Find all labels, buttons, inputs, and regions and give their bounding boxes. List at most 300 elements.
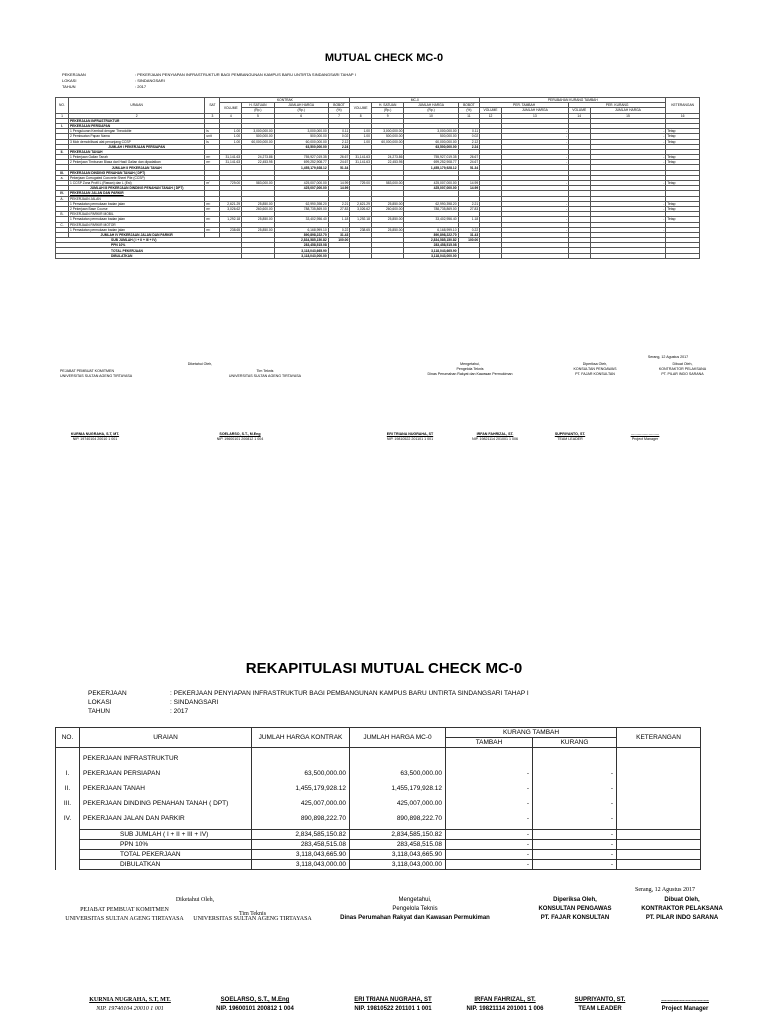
cell-s: m³ xyxy=(205,160,220,165)
meta-label: LOKASI xyxy=(62,78,77,83)
cell-b: 14.99 xyxy=(328,181,350,186)
cell-b: 100.00 xyxy=(328,238,350,243)
unit-pct: (%) xyxy=(458,108,480,113)
cell-b: 0.11 xyxy=(328,129,350,134)
column-number: 6 xyxy=(274,113,328,118)
page1-signer-3: ERI TRIANA NUGRAHA, ST NIP. 19810522 201101 1 001 xyxy=(386,432,434,441)
rek-total-row xyxy=(56,830,701,840)
cell-h2: 500,000.00 xyxy=(371,134,403,139)
cell-b: 2.12 xyxy=(328,139,350,144)
cell-h: 500,000.00 xyxy=(242,134,274,139)
cell-h: 24,273.86 xyxy=(242,155,274,160)
cell-mc: 890,898,222.70 xyxy=(350,814,446,823)
cell-j: 890,898,222.70 xyxy=(274,232,328,237)
cell-j2: 425,007,000.00 xyxy=(404,181,458,186)
meta-label: PEKERJAAN xyxy=(62,72,86,77)
cell-v2: 238.65 xyxy=(350,227,372,232)
cell-keterangan: Tetap xyxy=(666,181,700,186)
meta-value: : PEKERJAAN PENYIAPAN INFRASTRUKTUR BAGI PEMBANGUNAN KAMPUS BARU UNTIRTA SINDANGSARI TAHAP I xyxy=(170,690,529,697)
cell-u: PEKERJAAN DINDING PENAHAN TANAH ( DPT) xyxy=(68,170,204,175)
cell-perubahan: - xyxy=(590,201,666,206)
cell-h: 3,000,000.00 xyxy=(242,129,274,134)
page1-signer-1: KURNIA NUGRAHA, S.T, MT. NIP. 19740104 20010 1 001 xyxy=(70,432,120,441)
cell-h: 25,850.00 xyxy=(242,227,274,232)
cell-perubahan: - xyxy=(590,129,666,134)
cell-empty xyxy=(568,253,590,258)
cell-kontrak: 425,007,000.00 xyxy=(252,799,350,808)
page2-tim-teknis: Tim Teknis UNIVERSITAS SULTAN AGENG TIRTAYASA xyxy=(193,911,312,922)
cell-u: 1 Pengukuran Kembali dengan Theodolite xyxy=(68,129,204,134)
page2-signer-3: ERI TRIANA NUGRAHA, ST NIP. 19810522 201101 1 001 xyxy=(354,997,432,1012)
col-volume: VOLUME xyxy=(480,108,502,113)
cell-kurang: - xyxy=(533,784,617,793)
cell-tambah: - xyxy=(446,814,533,823)
cell-b: 26.67 xyxy=(328,155,350,160)
cell-j: 63,500,000.00 xyxy=(274,144,328,149)
cell-tambah: - xyxy=(446,784,533,793)
col-uraian: URAIAN xyxy=(68,98,204,114)
col-per-tambah: PER. TAMBAH xyxy=(480,103,569,108)
cell-b2: 0.02 xyxy=(458,134,480,139)
cell-perubahan: - xyxy=(501,201,568,206)
cell-s: ls xyxy=(205,139,220,144)
rek-body xyxy=(56,748,701,870)
cell-perubahan: - xyxy=(501,206,568,211)
column-number: 3 xyxy=(205,113,220,118)
cell-empty xyxy=(446,754,533,763)
cell-j2: 283,458,515.08 xyxy=(404,243,458,248)
cell-keterangan xyxy=(617,769,701,778)
cell-empty xyxy=(56,830,80,840)
unit-pct: (%) xyxy=(328,108,350,113)
cell-v: 3,026.62 xyxy=(220,206,242,211)
cell-keterangan xyxy=(617,799,701,808)
cell-v: 1,292.18 xyxy=(220,217,242,222)
cell-u: PEKERJAAN PARKIR MOBIL xyxy=(68,212,204,217)
cell-b2: 51.34 xyxy=(458,165,480,170)
total-label: DIBULATKAN xyxy=(56,253,242,258)
cell-j: 3,118,043,665.90 xyxy=(274,248,328,253)
cell-j: 1,455,179,928.12 xyxy=(274,165,328,170)
cell-u: 1 CCSP Zona Profil L (Rawan) dan L (Est) xyxy=(68,181,204,186)
cell-no: III. xyxy=(56,799,80,808)
cell-empty xyxy=(242,253,274,258)
page1-signer-2: SOELARSO, S.T., M.Eng NIP. 19600101 200812 1 004 xyxy=(216,432,264,441)
cell-empty xyxy=(56,850,80,860)
cell-u: PEKERJAAN PARKIR MOTOR xyxy=(68,222,204,227)
col-jumlah-harga: JUMLAH HARGA xyxy=(274,103,328,108)
col-volume: VOLUME xyxy=(568,108,590,113)
cell-u: JUMLAH III PEKERJAAN DINDING PENAHAN TANAH ( DPT) xyxy=(68,186,204,191)
cell-h2: 583,000.00 xyxy=(371,181,403,186)
cell-u: PEKERJAAN JALAN DAN PARKIR xyxy=(68,191,204,196)
cell-u: PEKERJAAN PERSIAPAN xyxy=(68,123,204,128)
cell-keterangan: Tetap xyxy=(666,160,700,165)
cell-j: 62,990,398.20 xyxy=(274,201,328,206)
cell-u: 2 Pembuatan Papan Nama xyxy=(68,134,204,139)
cell-j: 3,118,043,000.00 xyxy=(274,253,328,258)
cell-v: 1.00 xyxy=(220,134,242,139)
rek-total-row xyxy=(56,850,701,860)
meta-label: LOKASI xyxy=(88,699,112,706)
rek-total-row xyxy=(56,860,701,870)
total-label: TOTAL PEKERJAAN xyxy=(56,248,242,253)
table-header xyxy=(56,98,700,119)
cell-mc: 63,500,000.00 xyxy=(350,769,446,778)
cell-j2: 60,000,000.00 xyxy=(404,139,458,144)
cell-kontrak: 3,118,043,665.90 xyxy=(252,850,350,860)
cell-empty xyxy=(371,253,403,258)
column-number: 14 xyxy=(568,113,590,118)
cell-perubahan: - xyxy=(501,217,568,222)
cell-b2: 26.67 xyxy=(458,155,480,160)
cell-v2: 31,141.63 xyxy=(350,155,372,160)
cell-uraian: PEKERJAAN DINDING PENAHAN TANAH ( DPT) xyxy=(80,799,252,808)
cell-tambah: - xyxy=(446,830,533,840)
cell-perubahan: - xyxy=(501,181,568,186)
cell-keterangan: Tetap xyxy=(666,129,700,134)
cell-b2: 0.11 xyxy=(458,129,480,134)
cell-j: 2,834,585,150.82 xyxy=(274,238,328,243)
cell-keterangan xyxy=(617,860,701,870)
cell-b: 24.67 xyxy=(328,160,350,165)
cell-j: 500,000.00 xyxy=(274,134,328,139)
section-label: PEKERJAAN INFRASTRUKTUR xyxy=(80,754,252,763)
column-number: 9 xyxy=(371,113,403,118)
cell-u: PEKERJAAN JALAN xyxy=(68,196,204,201)
rek-col-no: NO. xyxy=(56,728,80,748)
meta-value: : SINDANGSARI xyxy=(135,78,165,83)
meta-value: : PEKERJAAN PENYIAPAN INFRASTRUKTUR BAGI PEMBANGUNAN KAMPUS BARU UNTIRTA SINDANGSARI TAHAP I xyxy=(135,72,356,77)
cell-u: JUMLAH II PEKERJAAN TANAH xyxy=(68,165,204,170)
cell-j2: 2,834,585,150.82 xyxy=(404,238,458,243)
cell-mc: 2,834,585,150.82 xyxy=(350,830,446,840)
cell-u: PEKERJAAN INFRASTRUKTUR xyxy=(68,118,204,123)
cell-empty xyxy=(350,754,446,763)
column-number: 5 xyxy=(242,113,274,118)
page1-title: MUTUAL CHECK MC-0 xyxy=(324,52,444,64)
cell-perubahan: - xyxy=(501,155,568,160)
cell-kurang: - xyxy=(533,799,617,808)
rek-header xyxy=(56,728,701,748)
rek-row xyxy=(56,799,701,808)
page1-signer-6: …………………… Project Manager xyxy=(630,432,660,441)
rek-col-mc: JUMLAH HARGA MC-0 xyxy=(350,728,446,748)
page2-konsultan: Diperiksa Oleh, KONSULTAN PENGAWAS PT. FAJAR KONSULTAN xyxy=(538,897,612,921)
page1-pengelola: Mengetahui, Pengelola Teknis Dinas Perumahan Rakyat dan Kawasan Permukiman xyxy=(427,362,513,376)
cell-b: 2.21 xyxy=(328,201,350,206)
column-number: 13 xyxy=(501,113,568,118)
page1-ppk: PEJABAT PEMBUAT KOMITMEN UNIVERSITAS SULTAN AGENG TIRTAYASA xyxy=(60,369,133,378)
column-number: 10 xyxy=(404,113,458,118)
cell-perubahan: - xyxy=(501,139,568,144)
cell-j2: 63,500,000.00 xyxy=(404,144,458,149)
cell-tambah: - xyxy=(446,769,533,778)
page2-pengelola: Mengetahui, Pengelola Teknis Dinas Perumahan Rakyat dan Kawasan Permukiman xyxy=(340,897,490,921)
rek-col-keterangan: KETERANGAN xyxy=(617,728,701,748)
cell-kurang: - xyxy=(533,850,617,860)
cell-b2: 100.00 xyxy=(458,238,480,243)
cell-h2: 25,850.00 xyxy=(371,201,403,206)
cell-u: JUMLAH I PEKERJAAN PERSIAPAN xyxy=(68,144,204,149)
page1-tim-teknis: Tim Teknis UNIVERSITAS SULTAN AGENG TIRTAYASA xyxy=(228,369,302,378)
cell-kurang: - xyxy=(533,860,617,870)
cell-v2: 729.00 xyxy=(350,181,372,186)
col-jumlah-harga: JUMLAH HARGA xyxy=(404,103,458,108)
cell-keterangan xyxy=(617,840,701,850)
cell-u: 1 Pemadatan permukaan badan jalan xyxy=(68,217,204,222)
cell-kontrak: 890,898,222.70 xyxy=(252,814,350,823)
cell-tambah: - xyxy=(446,850,533,860)
meta-value: : 2017 xyxy=(170,708,189,715)
cell-keterangan: Tetap xyxy=(666,155,700,160)
cell-keterangan xyxy=(617,814,701,823)
rek-total-row xyxy=(56,840,701,850)
cell-u: Pekerjaan Corrugated Concrete Sheet Pile (CCSP) xyxy=(68,175,204,180)
cell-j2: 3,000,000.00 xyxy=(404,129,458,134)
cell-n: IV. xyxy=(56,191,69,196)
rek-col-tambah: TAMBAH xyxy=(446,738,533,748)
cell-perubahan: - xyxy=(590,217,666,222)
cell-v: 1.00 xyxy=(220,139,242,144)
total-label: PPN 10% xyxy=(80,840,252,850)
rekapitulasi-table xyxy=(55,727,701,870)
cell-keterangan xyxy=(617,784,701,793)
cell-v2: 1.00 xyxy=(350,139,372,144)
page2-meta xyxy=(88,690,608,718)
cell-n: A. xyxy=(56,196,69,201)
cell-v: 31,141.63 xyxy=(220,155,242,160)
cell-uraian: PEKERJAAN TANAH xyxy=(80,784,252,793)
cell-empty xyxy=(501,253,568,258)
rek-col-kontrak: JUMLAH HARGA KONTRAK xyxy=(252,728,350,748)
cell-keterangan: Tetap xyxy=(666,201,700,206)
unit-rp: (Rp.) xyxy=(371,108,403,113)
column-number: 12 xyxy=(480,113,502,118)
page2-signer-5: SUPRIYANTO, ST. TEAM LEADER xyxy=(574,997,626,1012)
cell-h: 60,000,000.00 xyxy=(242,139,274,144)
column-number: 7 xyxy=(328,113,350,118)
cell-mc: 283,458,515.08 xyxy=(350,840,446,850)
cell-b2 xyxy=(458,253,480,258)
cell-j2: 500,000.00 xyxy=(404,134,458,139)
cell-u: 1 Pemadatan permukaan badan jalan xyxy=(68,201,204,206)
page2-title: REKAPITULASI MUTUAL CHECK MC-0 xyxy=(245,660,523,677)
cell-empty xyxy=(252,754,350,763)
cell-kontrak: 3,118,043,000.00 xyxy=(252,860,350,870)
cell-kontrak: 283,458,515.08 xyxy=(252,840,350,850)
cell-n: II. xyxy=(56,149,69,154)
page2-signer-4: IRFAN FAHRIZAL, ST. NIP. 19821114 201001 1 006 xyxy=(466,997,544,1012)
cell-j: 425,007,000.00 xyxy=(274,186,328,191)
cell-v2: 1.00 xyxy=(350,134,372,139)
cell-j2: 788,735,869.00 xyxy=(404,206,458,211)
section-row xyxy=(56,754,701,763)
cell-j: 788,735,869.00 xyxy=(274,206,328,211)
cell-empty xyxy=(533,754,617,763)
column-number: 4 xyxy=(220,113,242,118)
col-kontrak: KONTRAK xyxy=(220,98,350,103)
cell-s: m² xyxy=(205,217,220,222)
cell-j2: 6,168,999.10 xyxy=(404,227,458,232)
cell-h2: 25,850.00 xyxy=(371,217,403,222)
cell-j: 60,000,000.00 xyxy=(274,139,328,144)
col-volume: VOLUME xyxy=(350,103,372,113)
total-label: PPN 10% xyxy=(56,243,242,248)
cell-j: 699,252,908.77 xyxy=(274,160,328,165)
cell-s: m³ xyxy=(205,155,220,160)
cell-kurang: - xyxy=(533,830,617,840)
cell-j2: 1,455,179,928.12 xyxy=(404,165,458,170)
column-number: 8 xyxy=(350,113,372,118)
column-number: 15 xyxy=(590,113,666,118)
cell-v: 2,621.29 xyxy=(220,201,242,206)
cell-kurang: - xyxy=(533,769,617,778)
cell-h2: 22,453.95 xyxy=(371,160,403,165)
cell-v2: 3,026.62 xyxy=(350,206,372,211)
cell-keterangan: Tetap xyxy=(666,134,700,139)
page1-diketahui: Diketahui Oleh, xyxy=(187,362,213,366)
page1-meta xyxy=(62,72,462,92)
unit-rp: (Rp.) xyxy=(242,108,274,113)
total-row xyxy=(56,253,700,258)
col-volume: VOLUME xyxy=(220,103,242,113)
cell-mc: 3,118,043,000.00 xyxy=(350,860,446,870)
rek-row xyxy=(56,814,701,823)
col-jumlah-harga: JUMLAH HARGA xyxy=(501,108,568,113)
cell-b2: 0.22 xyxy=(458,227,480,232)
cell-j2: 3,118,043,000.00 xyxy=(404,253,458,258)
cell-b2: 2.24 xyxy=(458,144,480,149)
cell-perubahan: - xyxy=(501,134,568,139)
cell-v: 31,141.63 xyxy=(220,160,242,165)
col-no: NO. xyxy=(56,98,69,114)
cell-b2: 14.99 xyxy=(458,186,480,191)
total-label: DIBULATKAN xyxy=(80,860,252,870)
cell-h2: 260,600.00 xyxy=(371,206,403,211)
cell-keterangan: Tetap xyxy=(666,206,700,211)
cell-keterangan: Tetap xyxy=(666,217,700,222)
total-label: SUB JUMLAH ( I + II + III + IV) xyxy=(56,238,242,243)
cell-uraian: PEKERJAAN JALAN DAN PARKIR xyxy=(80,814,252,823)
cell-s: m² xyxy=(205,201,220,206)
cell-j: 283,458,515.08 xyxy=(274,243,328,248)
table-body xyxy=(56,118,700,258)
cell-b2: 24.67 xyxy=(458,160,480,165)
cell-perubahan: - xyxy=(501,129,568,134)
cell-v: 729.00 xyxy=(220,181,242,186)
cell-kontrak: 63,500,000.00 xyxy=(252,769,350,778)
col-jumlah-harga: JUMLAH HARGA xyxy=(590,108,666,113)
cell-h: 22,453.95 xyxy=(242,160,274,165)
cell-h2: 60,000,000.00 xyxy=(371,139,403,144)
page1-konsultan: Diperiksa Oleh, KONSULTAN PENGAWAS PT. FAJAR KONSULTAN xyxy=(573,362,617,376)
column-number: 2 xyxy=(68,113,204,118)
cell-tambah: - xyxy=(446,860,533,870)
col-harga-satuan: H. SATUAN xyxy=(371,103,403,108)
unit-rp: (Rp.) xyxy=(404,108,458,113)
page2-ppk: PEJABAT PEMBUAT KOMITMEN UNIVERSITAS SULTAN AGENG TIRTAYASA xyxy=(65,907,184,922)
cell-u: 2 Pekerjaan Base Course xyxy=(68,206,204,211)
col-per-kurang: PER. KURANG xyxy=(568,103,665,108)
cell-b: 51.34 xyxy=(328,165,350,170)
cell-mc: 3,118,043,665.90 xyxy=(350,850,446,860)
cell-h: 25,850.00 xyxy=(242,201,274,206)
cell-no: II. xyxy=(56,784,80,793)
cell-no: IV. xyxy=(56,814,80,823)
cell-perubahan: - xyxy=(590,206,666,211)
cell-keterangan: Tetap xyxy=(666,139,700,144)
cell-u: 1 Pekerjaan Galian Tanah xyxy=(68,155,204,160)
cell-j2: 33,402,956.40 xyxy=(404,217,458,222)
cell-perubahan: - xyxy=(590,139,666,144)
cell-tambah: - xyxy=(446,840,533,850)
meta-label: TAHUN xyxy=(62,84,76,89)
page2-kontraktor: Dibuat Oleh, KONTRAKTOR PELAKSANA PT. PILAR INDO SARANA xyxy=(641,897,723,921)
cell-b: 0.22 xyxy=(328,227,350,232)
cell-perubahan: - xyxy=(590,227,666,232)
total-label: SUB JUMLAH ( I + II + III + IV) xyxy=(80,830,252,840)
cell-n: I. xyxy=(56,123,69,128)
cell-j2: 890,898,222.70 xyxy=(404,232,458,237)
meta-label: TAHUN xyxy=(88,708,110,715)
cell-empty xyxy=(666,253,700,258)
cell-b: 2.24 xyxy=(328,144,350,149)
cell-perubahan: - xyxy=(501,227,568,232)
cell-n: B. xyxy=(56,212,69,217)
cell-s: unit xyxy=(205,134,220,139)
cell-j: 425,007,000.00 xyxy=(274,181,328,186)
cell-h: 260,600.00 xyxy=(242,206,274,211)
cell-b: 0.02 xyxy=(328,134,350,139)
cell-u: 2 Pekerjaan Timbunan Biasa dari Hasil Galian dan dipadatkan xyxy=(68,160,204,165)
rek-col-uraian: URAIAN xyxy=(80,728,252,748)
cell-v2: 2,621.29 xyxy=(350,201,372,206)
cell-j2: 3,118,043,665.90 xyxy=(404,248,458,253)
cell-kontrak: 1,455,179,928.12 xyxy=(252,784,350,793)
cell-j: 3,000,000.00 xyxy=(274,129,328,134)
cell-b2: 31.43 xyxy=(458,232,480,237)
cell-n: III. xyxy=(56,170,69,175)
cell-h2: 3,000,000.00 xyxy=(371,129,403,134)
cell-b: 1.18 xyxy=(328,217,350,222)
total-label: TOTAL PEKERJAAN xyxy=(80,850,252,860)
cell-perubahan: - xyxy=(590,134,666,139)
col-harga-satuan: H. SATUAN xyxy=(242,103,274,108)
page2-signer-6: …………………… Project Manager xyxy=(661,997,709,1012)
cell-perubahan: - xyxy=(501,160,568,165)
cell-j2: 62,990,398.20 xyxy=(404,201,458,206)
cell-j2: 699,252,908.77 xyxy=(404,160,458,165)
col-mc: MC-0 xyxy=(350,98,480,103)
col-perubahan: PERUBAHAN KURANG TAMBAH xyxy=(480,98,666,103)
page2-place-date: Serang, 12 Agustus 2017 xyxy=(635,887,695,893)
cell-s: ls xyxy=(205,129,220,134)
cell-u: 1 Pemadatan permukaan badan jalan xyxy=(68,227,204,232)
unit-rp: (Rp.) xyxy=(274,108,328,113)
col-bobot: BOBOT xyxy=(328,103,350,108)
cell-kurang: - xyxy=(533,814,617,823)
cell-j: 6,168,999.10 xyxy=(274,227,328,232)
meta-value: : 2017 xyxy=(135,84,147,89)
cell-perubahan: - xyxy=(590,181,666,186)
cell-keterangan xyxy=(617,830,701,840)
cell-h2: 24,273.86 xyxy=(371,155,403,160)
cell-s: m³ xyxy=(205,206,220,211)
cell-kontrak: 2,834,585,150.82 xyxy=(252,830,350,840)
cell-h: 25,850.00 xyxy=(242,217,274,222)
cell-b xyxy=(328,253,350,258)
